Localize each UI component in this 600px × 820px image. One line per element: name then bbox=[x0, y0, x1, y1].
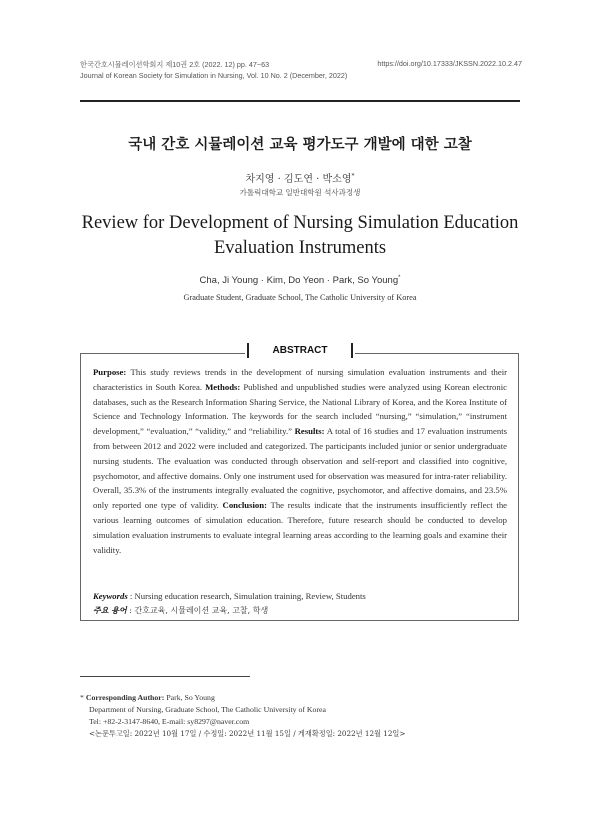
authors-korean-text: 차지영 · 김도연 · 박소영 bbox=[245, 174, 352, 185]
journal-ko-citation: 한국간호시뮬레이션학회지 제10권 2호 (2022. 12) pp. 47~63 bbox=[80, 60, 270, 69]
corresponding-dept: Department of Nursing, Graduate School, The Catholic University of Korea bbox=[89, 705, 326, 714]
corresponding-label: Corresponding Author: bbox=[85, 693, 165, 702]
corresponding-mark-en: * bbox=[398, 274, 401, 281]
keywords-en: Keywords : Nursing education research, Simulation training, Review, Students bbox=[93, 591, 366, 601]
journal-en-citation: Journal of Korean Society for Simulation in Nursing, Vol. 10 No. 2 (December, 2022) bbox=[80, 71, 348, 80]
affiliation-korean: 가톨릭대학교 일반대학원 석사과정생 bbox=[239, 188, 361, 197]
keywords-ko-value: 간호교육, 시뮬레이션 교육, 고찰, 학생 bbox=[134, 606, 269, 615]
keywords-ko-label: 주요 용어 bbox=[93, 605, 127, 615]
conclusion-label: Conclusion: bbox=[222, 500, 267, 511]
submission-dates: <논문투고일: 2022년 10월 17일 / 수정일: 2022년 11월 15일 / 게재확정일: 2022년 12월 12일> bbox=[89, 729, 406, 738]
results-label: Results: bbox=[294, 426, 325, 437]
affiliation-english: Graduate Student, Graduate School, The Catholic University of Korea bbox=[183, 293, 417, 302]
keywords-en-value: Nursing education research, Simulation training, Review, Students bbox=[134, 591, 366, 601]
keywords-ko: 주요 용어 : 간호교육, 시뮬레이션 교육, 고찰, 학생 bbox=[93, 605, 269, 615]
corresponding-name: Park, So Young bbox=[166, 693, 215, 702]
purpose-text: This study reviews trends in the development of nursing simulation evaluation instruments and their characteristics in South Korea. bbox=[93, 367, 507, 392]
abstract-heading-bar-right bbox=[351, 343, 353, 358]
authors-english bbox=[0, 275, 600, 286]
conclusion-text: The results indicate that the instruments insufficiently reflect the various learning outcomes of simulation education. Therefore, future research should be conducted to develop simulation evaluation instruments to evaluate integral learning areas according to the learning goals and examine their validity. bbox=[93, 500, 508, 555]
footnote-rule bbox=[80, 676, 250, 677]
title-english bbox=[0, 211, 600, 261]
keywords-en-label: Keywords bbox=[93, 591, 128, 601]
methods-label: Methods: bbox=[205, 381, 241, 392]
header-rule bbox=[80, 100, 520, 102]
corresponding-contact: Tel: +82-2-3147-8640, E-mail: sy8297@naver.com bbox=[89, 717, 250, 726]
authors-english-text: Cha, Ji Young · Kim, Do Yeon · Park, So Young bbox=[199, 275, 399, 286]
abstract-heading-bar-left bbox=[247, 343, 249, 358]
footnote bbox=[80, 692, 520, 740]
keywords-block bbox=[93, 589, 507, 618]
methods-text: Published and unpublished studies were analyzed using Korean electronic databases, such as the Research Information Sharing Service, the National Library of Korea, and the Korea Institute of Science and Technology Information. The keywords for the search included “nursing,” “simulation,” “instrument development,” “evaluation,” “validity,” and “reliability.” bbox=[93, 381, 508, 437]
corresponding-author: * Corresponding Author: Park, So Young bbox=[80, 693, 215, 702]
title-english-line2: Evaluation Instruments bbox=[213, 238, 387, 258]
title-korean: 국내 간호 시뮬레이션 교육 평가도구 개발에 대한 고찰 bbox=[128, 137, 472, 153]
results-text: A total of 16 studies and 17 evaluation instruments from between 2012 and 2022 were included and categorized. The participants included junior or senior undergraduate nursing students. The evaluation was conducted through observation and self-report and classified into cognitive, psychomotor, and affective domains. Only one instrument used for observation was measured for intra-rater reliability. Overall, 35.3% of the instruments integrally evaluated the cognitive, psychomotor, and affective domains, and 23.5% only reported one type of validity. bbox=[93, 426, 508, 511]
authors-korean bbox=[0, 170, 600, 185]
doi-link[interactable]: https://doi.org/10.17333/JKSSN.2022.10.2.47 bbox=[377, 59, 522, 68]
running-header bbox=[80, 59, 347, 81]
corresponding-mark: * bbox=[351, 172, 355, 180]
purpose-label: Purpose: bbox=[93, 367, 127, 377]
abstract-heading: ABSTRACT bbox=[245, 341, 355, 361]
title-english-line1: Review for Development of Nursing Simulation Education bbox=[81, 213, 519, 233]
abstract-body bbox=[93, 365, 507, 557]
